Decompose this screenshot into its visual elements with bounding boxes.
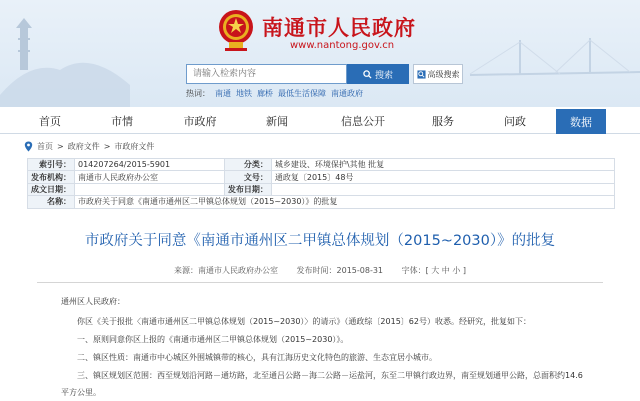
article-paragraph: 你区《关于报批〈南通市通州区二甲镇总体规划（2015~2030）〉的请示》（通政综〔2015〕62号）收悉。经研究，批复如下： (77, 317, 531, 326)
font-size-control[interactable]: 字体：[ 大 中 小 ] (401, 266, 466, 275)
breadcrumb (24, 141, 154, 152)
search-button[interactable] (347, 64, 409, 84)
site-header (0, 0, 640, 107)
breadcrumb-level1[interactable]: 政府文件 (67, 142, 100, 151)
issuer-label: 发布机构： (28, 171, 75, 183)
nav-city-overview[interactable]: 市情 (111, 114, 133, 128)
hot-words (186, 88, 368, 99)
table-row (28, 159, 615, 171)
article-paragraph: 一、原则同意你区上报的《南通市通州区二甲镇总体规划（2015~2030）》。 (77, 335, 349, 344)
doc-name-value: 市政府关于同意《南通市通州区二甲镇总体规划（2015~2030）》的批复 (75, 196, 615, 208)
search-icon (363, 70, 372, 79)
category-value: 城乡建设、环境保护\其他 批复 (271, 159, 614, 171)
article-paragraph-continued: 平方公里。 (61, 388, 101, 397)
nav-news[interactable]: 新闻 (266, 114, 288, 128)
search-input[interactable] (186, 64, 347, 84)
hot-word-link[interactable]: 地铁 (236, 89, 252, 98)
article-title: 市政府关于同意《南通市通州区二甲镇总体规划（2015~2030）》的批复 (84, 233, 556, 249)
nav-government[interactable]: 市政府 (183, 114, 217, 128)
index-value: 014207264/2015-5901 (75, 159, 225, 171)
article-meta (0, 265, 640, 276)
location-pin-icon (24, 141, 33, 152)
docno-value: 通政复〔2015〕48号 (271, 171, 614, 183)
search-button-label: 搜索 (374, 70, 393, 81)
table-row (28, 183, 615, 195)
table-row (28, 196, 615, 208)
document-meta-table (27, 158, 615, 209)
publish-date-value (271, 183, 614, 195)
written-date-value (75, 183, 225, 195)
nav-inquiry[interactable]: 问政 (504, 114, 526, 128)
article-source: 来源：南通市人民政府办公室 (173, 266, 278, 275)
site-url: www.nantong.gov.cn (290, 40, 395, 51)
breadcrumb-home[interactable]: 首页 (37, 142, 53, 151)
category-label: 分类： (224, 159, 271, 171)
national-emblem-icon (217, 8, 255, 52)
publish-date-label: 发布日期： (224, 183, 271, 195)
advanced-search-icon (417, 70, 426, 79)
hot-word-link[interactable]: 廊桥 (257, 89, 273, 98)
advanced-search-label: 高级搜索 (427, 69, 460, 79)
docno-label: 文号： (224, 171, 271, 183)
divider (37, 282, 603, 283)
hot-words-label: 热词： (186, 89, 210, 98)
nav-data[interactable]: 数据 (556, 109, 606, 134)
hot-word-link[interactable]: 南通 (215, 89, 231, 98)
site-title: 南通市人民政府 (262, 16, 416, 40)
hot-word-link[interactable]: 最低生活保障 (278, 89, 326, 98)
hot-word-link[interactable]: 南通政府 (331, 89, 363, 98)
breadcrumb-separator: > (57, 142, 64, 151)
doc-name-label: 名称： (28, 196, 75, 208)
nav-home[interactable]: 首页 (39, 114, 61, 128)
article-paragraph: 三、镇区规划区范围：西至规划沿河路－通坊路，北至通吕公路－海二公路－运盐河，东至二甲镇行政边界，南至规划通甲公路，总面积约14.6 (77, 371, 583, 380)
breadcrumb-separator: > (103, 142, 111, 151)
article-date: 发布时间：2015-08-31 (296, 266, 384, 275)
article-paragraph: 二、镇区性质：南通市中心城区外围城镇带的核心，具有江海历史文化特色的旅游、生态宜居小城市。 (77, 353, 437, 362)
index-label: 索引号： (28, 159, 75, 171)
article-recipient: 通州区人民政府： (61, 297, 125, 306)
issuer-value: 南通市人民政府办公室 (75, 171, 225, 183)
advanced-search-button[interactable] (413, 64, 463, 84)
table-row (28, 171, 615, 183)
written-date-label: 成文日期： (28, 183, 75, 195)
breadcrumb-level2[interactable]: 市政府文件 (114, 142, 155, 151)
nav-info-disclosure[interactable]: 信息公开 (341, 114, 385, 128)
main-nav (0, 107, 640, 134)
nav-service[interactable]: 服务 (432, 114, 454, 128)
